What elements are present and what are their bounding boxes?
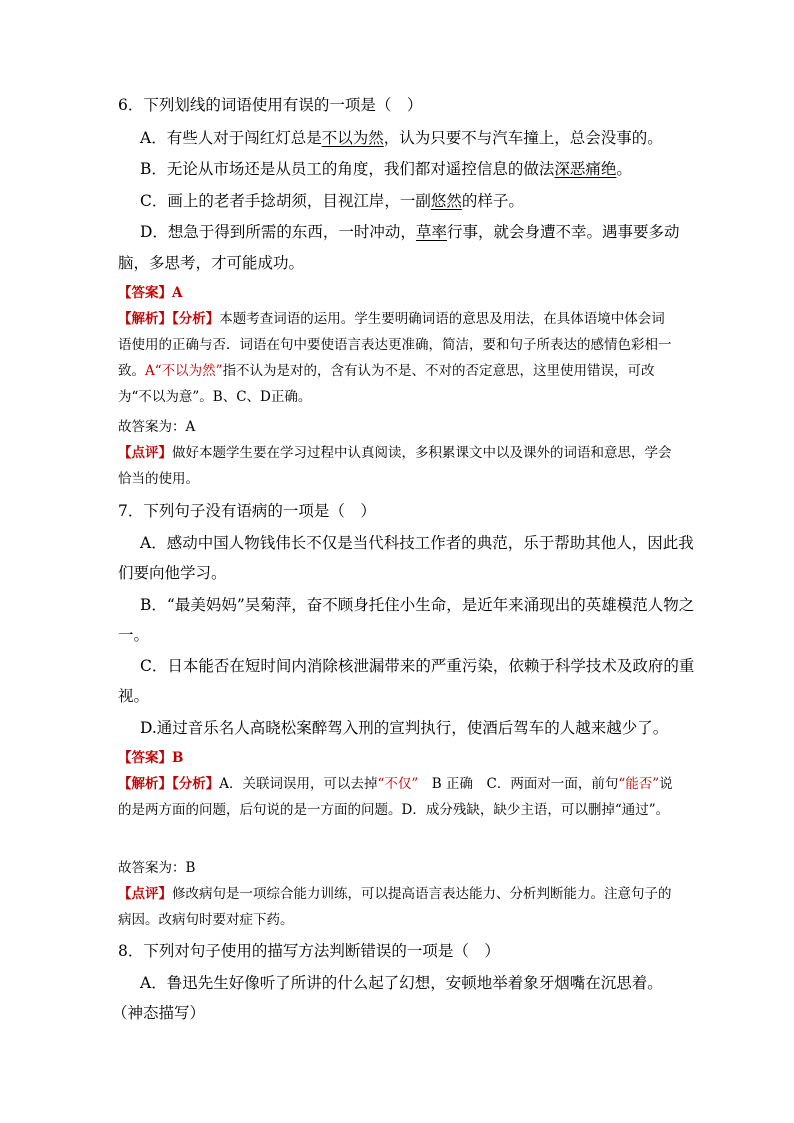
q6-option-c: C．画上的老者手捻胡须，目视江岸，一副悠然的样子。 bbox=[140, 192, 524, 210]
q6-answer: 【答案】A bbox=[118, 285, 183, 301]
q6-option-a-underlined: 不以为然 bbox=[321, 129, 384, 147]
q8-option-a-note: （神态描写） bbox=[112, 1004, 206, 1022]
q7-comment: 【点评】修改病句是一项综合能力训练，可以提高语言表达能力、分析判断能力。注意句子的病因。改病句时要对症下药。 bbox=[118, 886, 672, 928]
q6-stem: 6．下列划线的词语使用有误的一项是（ ） bbox=[118, 96, 423, 114]
q6-option-c-underlined: 悠然 bbox=[430, 192, 462, 210]
q6-option-d: D．想急于得到所需的东西，一时冲动，草率行事，就会身遭不幸。遇事要多动脑，多思考，才可能成功。 bbox=[118, 223, 680, 272]
q7-option-d: D.通过音乐名人高晓松案醉驾入刑的宣判执行，使酒后驾车的人越来越少了。 bbox=[140, 719, 669, 737]
q6-option-d-underlined: 草率 bbox=[415, 223, 447, 241]
q7-final-answer: 故答案为：B bbox=[118, 860, 196, 876]
q6-final-answer: 故答案为：A bbox=[118, 419, 196, 435]
q6-option-b-underlined: 深恶痛绝 bbox=[554, 160, 617, 178]
q8-stem: 8．下列对句子使用的描写方法判断错误的一项是（ ） bbox=[118, 942, 500, 960]
q6-comment: 【点评】做好本题学生要在学习过程中认真阅读，多积累课文中以及课外的词语和意思，学会恰当的使用。 bbox=[118, 445, 672, 487]
q6-analysis: 【解析】【分析】本题考查词语的运用。学生要明确词语的意思及用法，在具体语境中体会词语使用的正确与否．词语在句中要使语言表达更准确，简洁，要和句子所表达的感情色彩相一致。A“不以为然”指不认为是对的，含有认为不是、不对的否定意思，这里使用错误，可改为“不以为意”。B、C、D正确。 bbox=[118, 311, 672, 405]
q6-option-a: A．有些人对于闯红灯总是不以为然，认为只要不与汽车撞上，总会没事的。 bbox=[140, 129, 663, 147]
q8-option-a: A．鲁迅先生好像听了所讲的什么起了幻想，安顿地举着象牙烟嘴在沉思着。 bbox=[140, 974, 663, 992]
q7-stem: 7．下列句子没有语病的一项是（ ） bbox=[118, 502, 376, 520]
q7-answer: 【答案】B bbox=[118, 750, 184, 766]
q7-option-a: A．感动中国人物钱伟长不仅是当代科技工作者的典范，乐于帮助其他人，因此我们要向他学习。 bbox=[118, 534, 694, 582]
q7-analysis: 【解析】【分析】A．关联词误用，可以去掉“不仅” B 正确 C．两面对一面，前句“能否”说的是两方面的问题，后句说的是一方面的问题。D．成分残缺，缺少主语，可以删掉“通过”。 bbox=[118, 776, 673, 818]
q7-option-c: C．日本能否在短时间内消除核泄漏带来的严重污染，依赖于科学技术及政府的重视。 bbox=[118, 657, 695, 705]
q7-option-b: B．“最美妈妈”吴菊萍，奋不顾身托住小生命，是近年来涌现出的英雄模范人物之一。 bbox=[118, 596, 695, 644]
q6-option-b: B．无论从市场还是从员工的角度，我们都对遥控信息的做法深恶痛绝。 bbox=[140, 160, 632, 178]
